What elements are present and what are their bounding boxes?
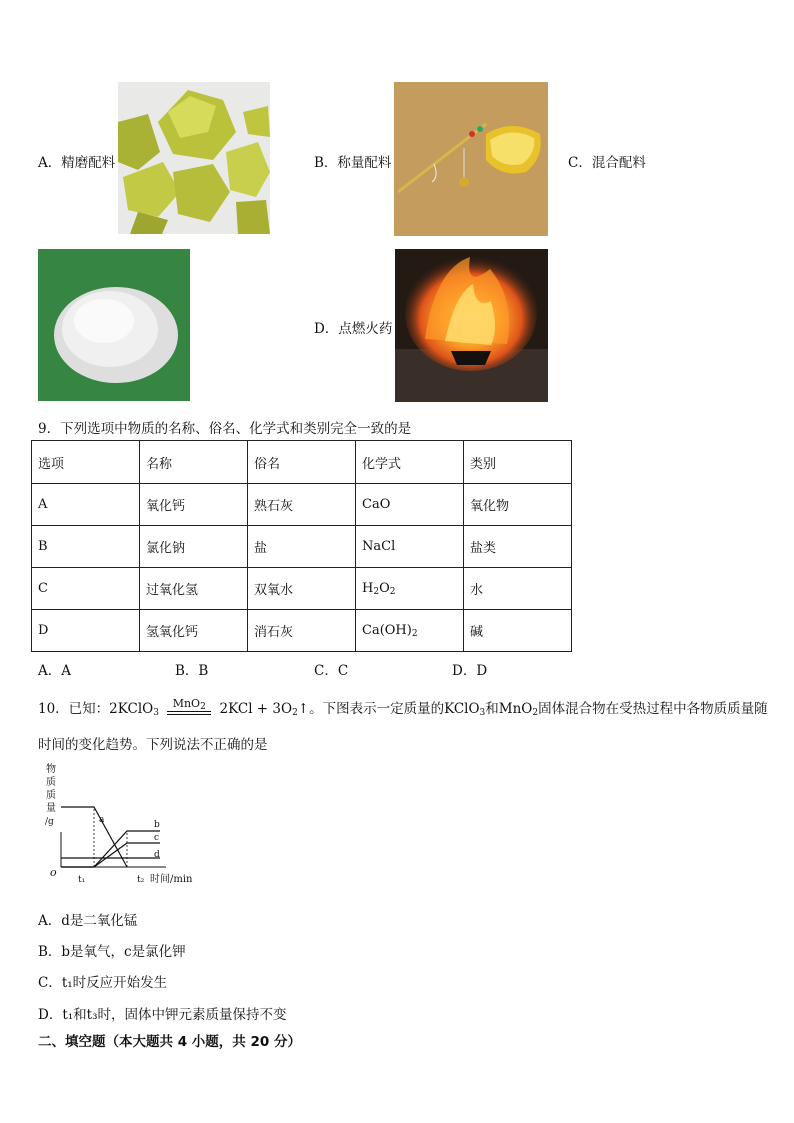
table-cell: A bbox=[32, 484, 140, 526]
table-cell: 碱 bbox=[464, 610, 572, 652]
q10-option-b: B．b是氧气，c是氯化钾 bbox=[38, 944, 186, 960]
table-cell: NaCl bbox=[356, 526, 464, 568]
q9-answer-d: D．D bbox=[452, 663, 488, 679]
mass-time-chart bbox=[40, 760, 210, 886]
table-cell: 盐 bbox=[248, 526, 356, 568]
sulfur-image bbox=[118, 82, 270, 234]
xlabel: 时间/min bbox=[150, 874, 193, 885]
series-label-d: d bbox=[154, 850, 160, 860]
ylabel-char: 量 bbox=[46, 803, 56, 814]
q9-table bbox=[31, 440, 572, 652]
table-header-row bbox=[32, 441, 572, 484]
q10-prefix: 10．已知：2KClO bbox=[38, 701, 154, 717]
tick-label-t2: t₂ bbox=[137, 875, 145, 885]
tick-label-t1: t₁ bbox=[78, 875, 86, 885]
table-cell: 氯化钠 bbox=[140, 526, 248, 568]
ylabel-char: /g bbox=[45, 817, 54, 827]
q10-sub: 3 bbox=[153, 708, 159, 718]
table-cell: CaO bbox=[356, 484, 464, 526]
header-cell: 化学式 bbox=[356, 441, 464, 484]
powder-image bbox=[38, 249, 190, 401]
table-cell: 盐类 bbox=[464, 526, 572, 568]
table-cell: B bbox=[32, 526, 140, 568]
option-a-label: A．精磨配料 bbox=[38, 155, 116, 171]
table-cell: 过氧化氢 bbox=[140, 568, 248, 610]
option-d-label: D．点燃火药 bbox=[314, 321, 393, 337]
q10-option-a: A．d是二氧化锰 bbox=[38, 913, 138, 929]
equals-bar bbox=[167, 711, 211, 715]
table-cell: 氢氧化钙 bbox=[140, 610, 248, 652]
q9-stem: 9．下列选项中物质的名称、俗名、化学式和类别完全一致的是 bbox=[38, 421, 412, 437]
table-cell: 消石灰 bbox=[248, 610, 356, 652]
table-cell: 氧化物 bbox=[464, 484, 572, 526]
table-cell: 水 bbox=[464, 568, 572, 610]
catalyst-text: MnO2 bbox=[172, 697, 206, 712]
table-row bbox=[32, 484, 572, 526]
table-cell: 氧化钙 bbox=[140, 484, 248, 526]
ylabel-char: 质 bbox=[46, 777, 56, 788]
series-label-c: c bbox=[154, 833, 160, 843]
table-row bbox=[32, 610, 572, 652]
header-cell: 类别 bbox=[464, 441, 572, 484]
section-heading: 二、填空题（本大题共 4 小题，共 20 分） bbox=[38, 1034, 301, 1050]
table-cell-formula: $Ca(OH)_2$ bbox=[356, 610, 464, 652]
table-cell: C bbox=[32, 568, 140, 610]
table-cell: 双氧水 bbox=[248, 568, 356, 610]
table-cell: D bbox=[32, 610, 140, 652]
origin-label: o bbox=[50, 866, 57, 879]
ylabel-char: 质 bbox=[46, 790, 56, 801]
fire-image bbox=[395, 249, 548, 402]
q10-option-c: C．t₁时反应开始发生 bbox=[38, 975, 168, 991]
table-row bbox=[32, 568, 572, 610]
table-row bbox=[32, 526, 572, 568]
option-b-label: B．称量配料 bbox=[314, 155, 392, 171]
q9-answer-a: A．A bbox=[38, 663, 71, 679]
series-label-b: b bbox=[154, 820, 160, 830]
q10-stem-line2: 时间的变化趋势。下列说法不正确的是 bbox=[38, 737, 268, 753]
q9-answer-c: C．C bbox=[314, 663, 349, 679]
option-c-label: C．混合配料 bbox=[568, 155, 646, 171]
ylabel-char: 物 bbox=[46, 764, 56, 775]
catalyst-condition bbox=[167, 697, 211, 718]
series-label-a: a bbox=[99, 815, 105, 825]
header-cell: 俗名 bbox=[248, 441, 356, 484]
series-line-c bbox=[61, 843, 160, 867]
table-cell-formula: $H_2O_2$ bbox=[356, 568, 464, 610]
header-cell: 名称 bbox=[140, 441, 248, 484]
q10-product: 2KCl + 3O bbox=[219, 701, 293, 717]
q10-option-d: D．t₁和t₃时，固体中钾元素质量保持不变 bbox=[38, 1007, 287, 1023]
q10-stem-line1: 10．已知：2KClO$_3$ $^{MnO_2}$ $2KCl + 3O_2↑$。下图表示一定质量的KClO$_3$和MnO$_2$固体混合物在受热过程中各物质质量随 bbox=[38, 697, 768, 718]
header-cell: 选项 bbox=[32, 441, 140, 484]
scale-image bbox=[394, 82, 548, 236]
table-cell: 熟石灰 bbox=[248, 484, 356, 526]
q9-answer-b: B．B bbox=[175, 663, 209, 679]
